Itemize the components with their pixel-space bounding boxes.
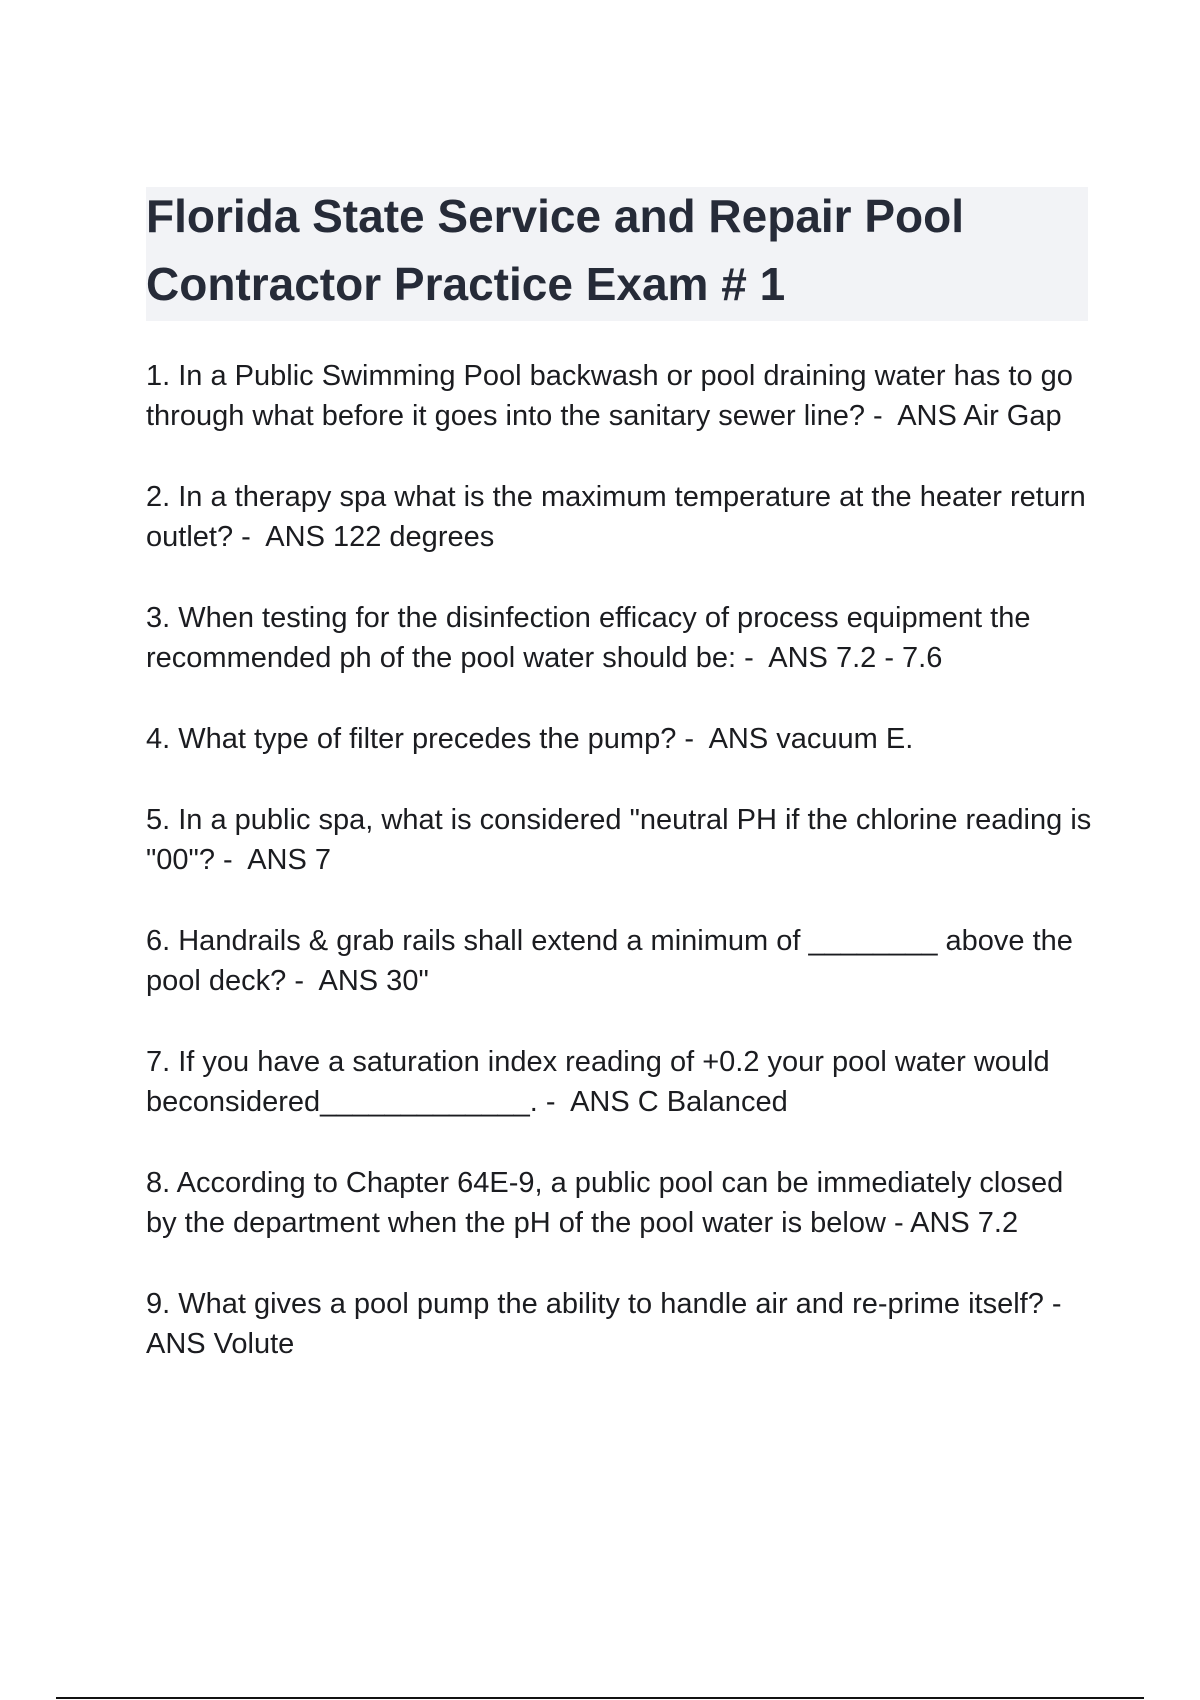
question-list [146, 356, 1100, 1405]
bottom-divider [56, 1697, 1144, 1699]
title-line-1: Florida State Service and Repair Pool [146, 190, 965, 242]
question-4: 4. What type of filter precedes the pump? - ANS vacuum E. [146, 723, 914, 755]
question-8: 8. According to Chapter 64E-9, a public pool can be immediately closed by the department when the pH of the pool water is below - ANS 7.2 [146, 1167, 1072, 1239]
question-1: 1. In a Public Swimming Pool backwash or pool draining water has to go through what before it goes into the sanitary sewer line? - ANS Air Gap [146, 360, 1081, 432]
question-3: 3. When testing for the disinfection efficacy of process equipment the recommended ph of the pool water should be: - ANS 7.2 - 7.6 [146, 602, 1039, 674]
question-7: 7. If you have a saturation index reading of +0.2 your pool water would beconsidered_____________. - ANS C Balanced [146, 1046, 1058, 1118]
question-5: 5. In a public spa, what is considered "neutral PH if the chlorine reading is "00"? - ANS 7 [146, 804, 1100, 876]
question-2: 2. In a therapy spa what is the maximum temperature at the heater return outlet? - ANS 122 degrees [146, 481, 1094, 553]
page-title [146, 182, 1046, 318]
question-9: 9. What gives a pool pump the ability to handle air and re-prime itself? - ANS Volute [146, 1288, 1077, 1360]
question-6: 6. Handrails & grab rails shall extend a minimum of ________ above the pool deck? - ANS 30" [146, 925, 1081, 997]
title-line-2: Contractor Practice Exam # 1 [146, 258, 786, 310]
